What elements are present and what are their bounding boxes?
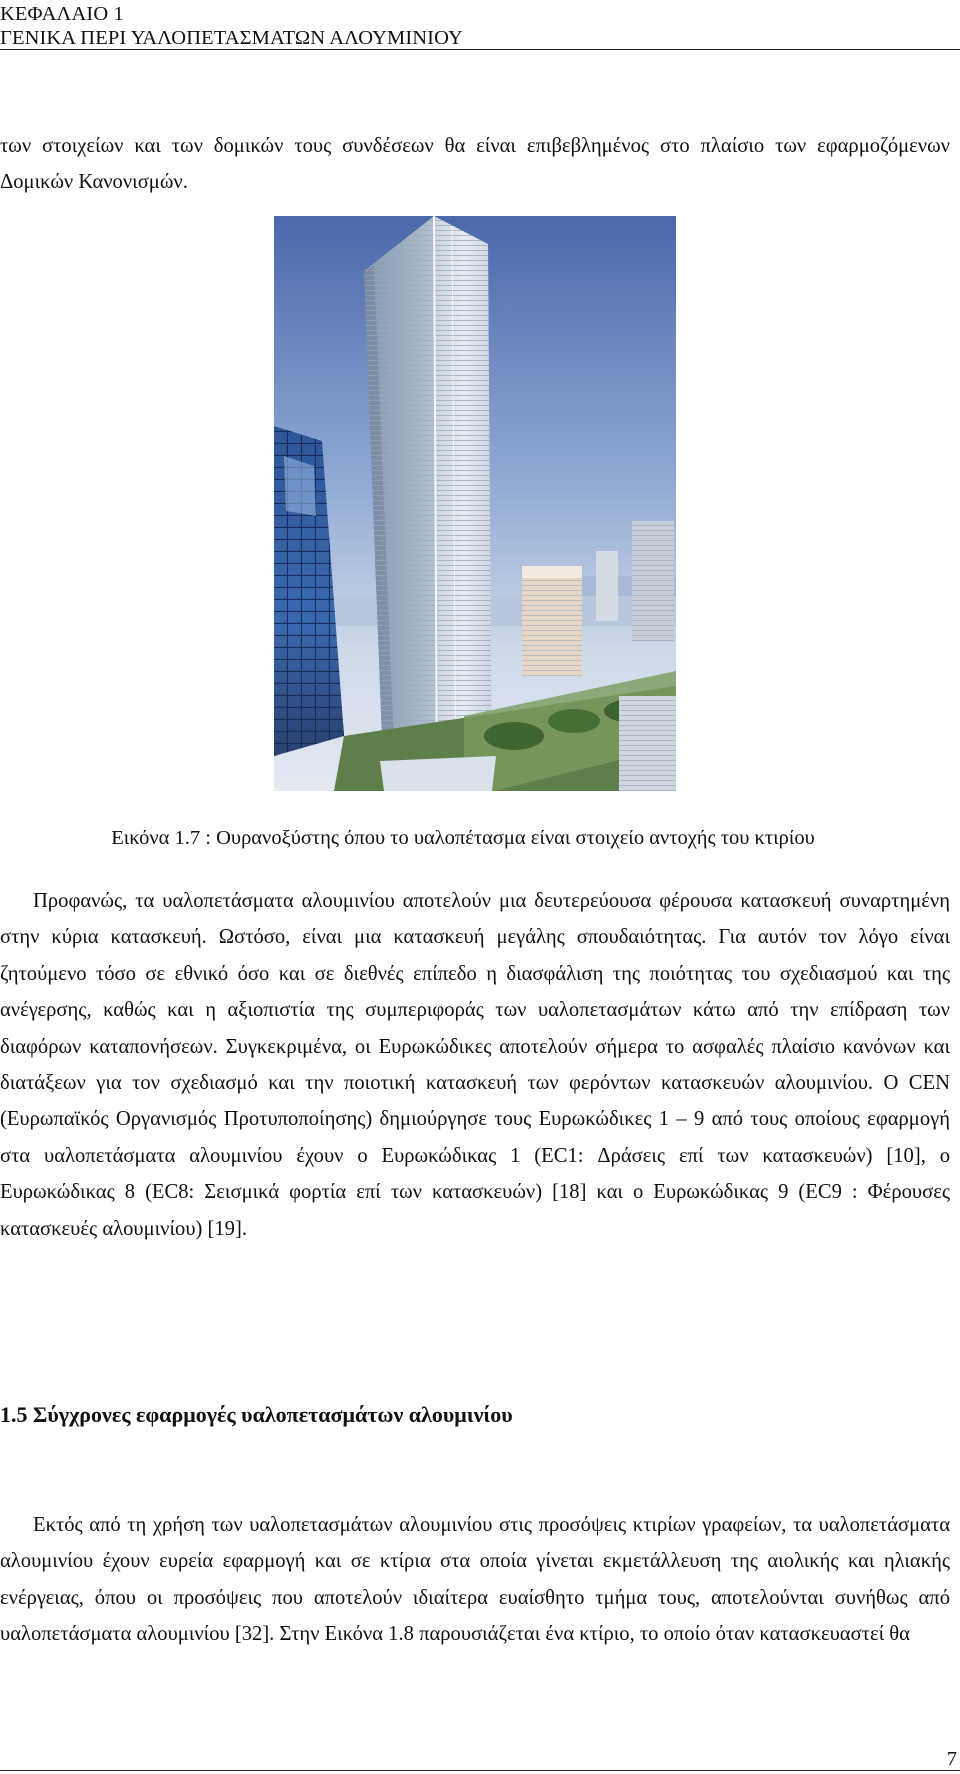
paragraph-intro: των στοιχείων και των δομικών τους συνδέσεων θα είναι επιβεβλημένος στο πλαίσιο των εφαρμοζόμενων Δομικών Κανονισμών.	[0, 135, 950, 194]
paragraph-applications: Εκτός από τη χρήση των υαλοπετασμάτων αλουμινίου στις προσόψεις κτιρίων γραφείων, τα υαλοπετάσματα αλουμινίου έχουν ευρεία εφαρμογή και σε κτίρια στα οποία γίνεται εκμετάλλευση της αιολικής και ηλιακής ενέργειας, όπου οι προσόψεις που αποτελούν ιδιαίτερα ευαίσθητο τμήμα τους, αποτελούνται συνήθως από υαλοπετάσματα αλουμινίου [32]. Στην Εικόνα 1.8 παρουσιάζεται ένα κτίριο, το οποίο όταν κατασκευαστεί θα	[0, 1514, 950, 1646]
figure-caption: Εικόνα 1.7 : Ουρανοξύστης όπου το υαλοπέτασμα είναι στοιχείο αντοχής του κτιρίου	[111, 827, 815, 849]
paragraph-eurocodes: Προφανώς, τα υαλοπετάσματα αλουμινίου αποτελούν μια δευτερεύουσα φέρουσα κατασκευή συναρτημένη στην κύρια κατασκευή. Ωστόσο, είναι μια κατασκευή μεγάλης σπουδαιότητας. Για αυτόν τον λόγο είναι ζητούμενο τόσο σε εθνικό όσο και σε διεθνές επίπεδο η διασφάλιση της ποιότητας του σχεδιασμού και της ανέγερσης, καθώς και η αξιοπιστία της συμπεριφοράς των υαλοπετασμάτων κάτω από την επίδραση των διαφόρων καταπονήσεων. Συγκεκριμένα, οι Ευρωκώδικες αποτελούν σήμερα το ασφαλές πλαίσιο κανόνων και διατάξεων για τον σχεδιασμό και την ποιοτική κατασκευή των φερόντων κατασκευών αλουμινίου. Ο CEN (Ευρωπαϊκός Οργανισμός Προτυποποίησης) δημιούργησε τους Ευρωκώδικες 1 – 9 από τους οποίους εφαρμογή στα υαλοπετάσματα αλουμινίου έχουν ο Ευρωκώδικας 1 (EC1: Δράσεις επί των κατασκευών) [10], ο Ευρωκώδικας 8 (EC8: Σεισμικά φορτία επί των κατασκευών) [18] και ο Ευρωκώδικας 9 (EC9 : Φέρουσες κατασκευές αλουμινίου) [19].	[0, 890, 950, 1240]
section-heading: 1.5 Σύγχρονες εφαρμογές υαλοπετασμάτων αλουμινίου	[0, 1402, 513, 1427]
footer-rule	[0, 1770, 960, 1771]
chapter-title: ΓΕΝΙΚΑ ΠΕΡΙ ΥΑΛΟΠΕΤΑΣΜΑΤΩΝ ΑΛΟΥΜΙΝΙΟΥ	[0, 27, 463, 49]
chapter-label: ΚΕΦΑΛΑΙΟ 1	[0, 3, 124, 25]
skyscraper-photo-icon	[274, 216, 676, 791]
page-number: 7	[946, 1748, 957, 1770]
page-header	[0, 0, 960, 50]
figure-skyscraper-photo	[274, 216, 676, 791]
